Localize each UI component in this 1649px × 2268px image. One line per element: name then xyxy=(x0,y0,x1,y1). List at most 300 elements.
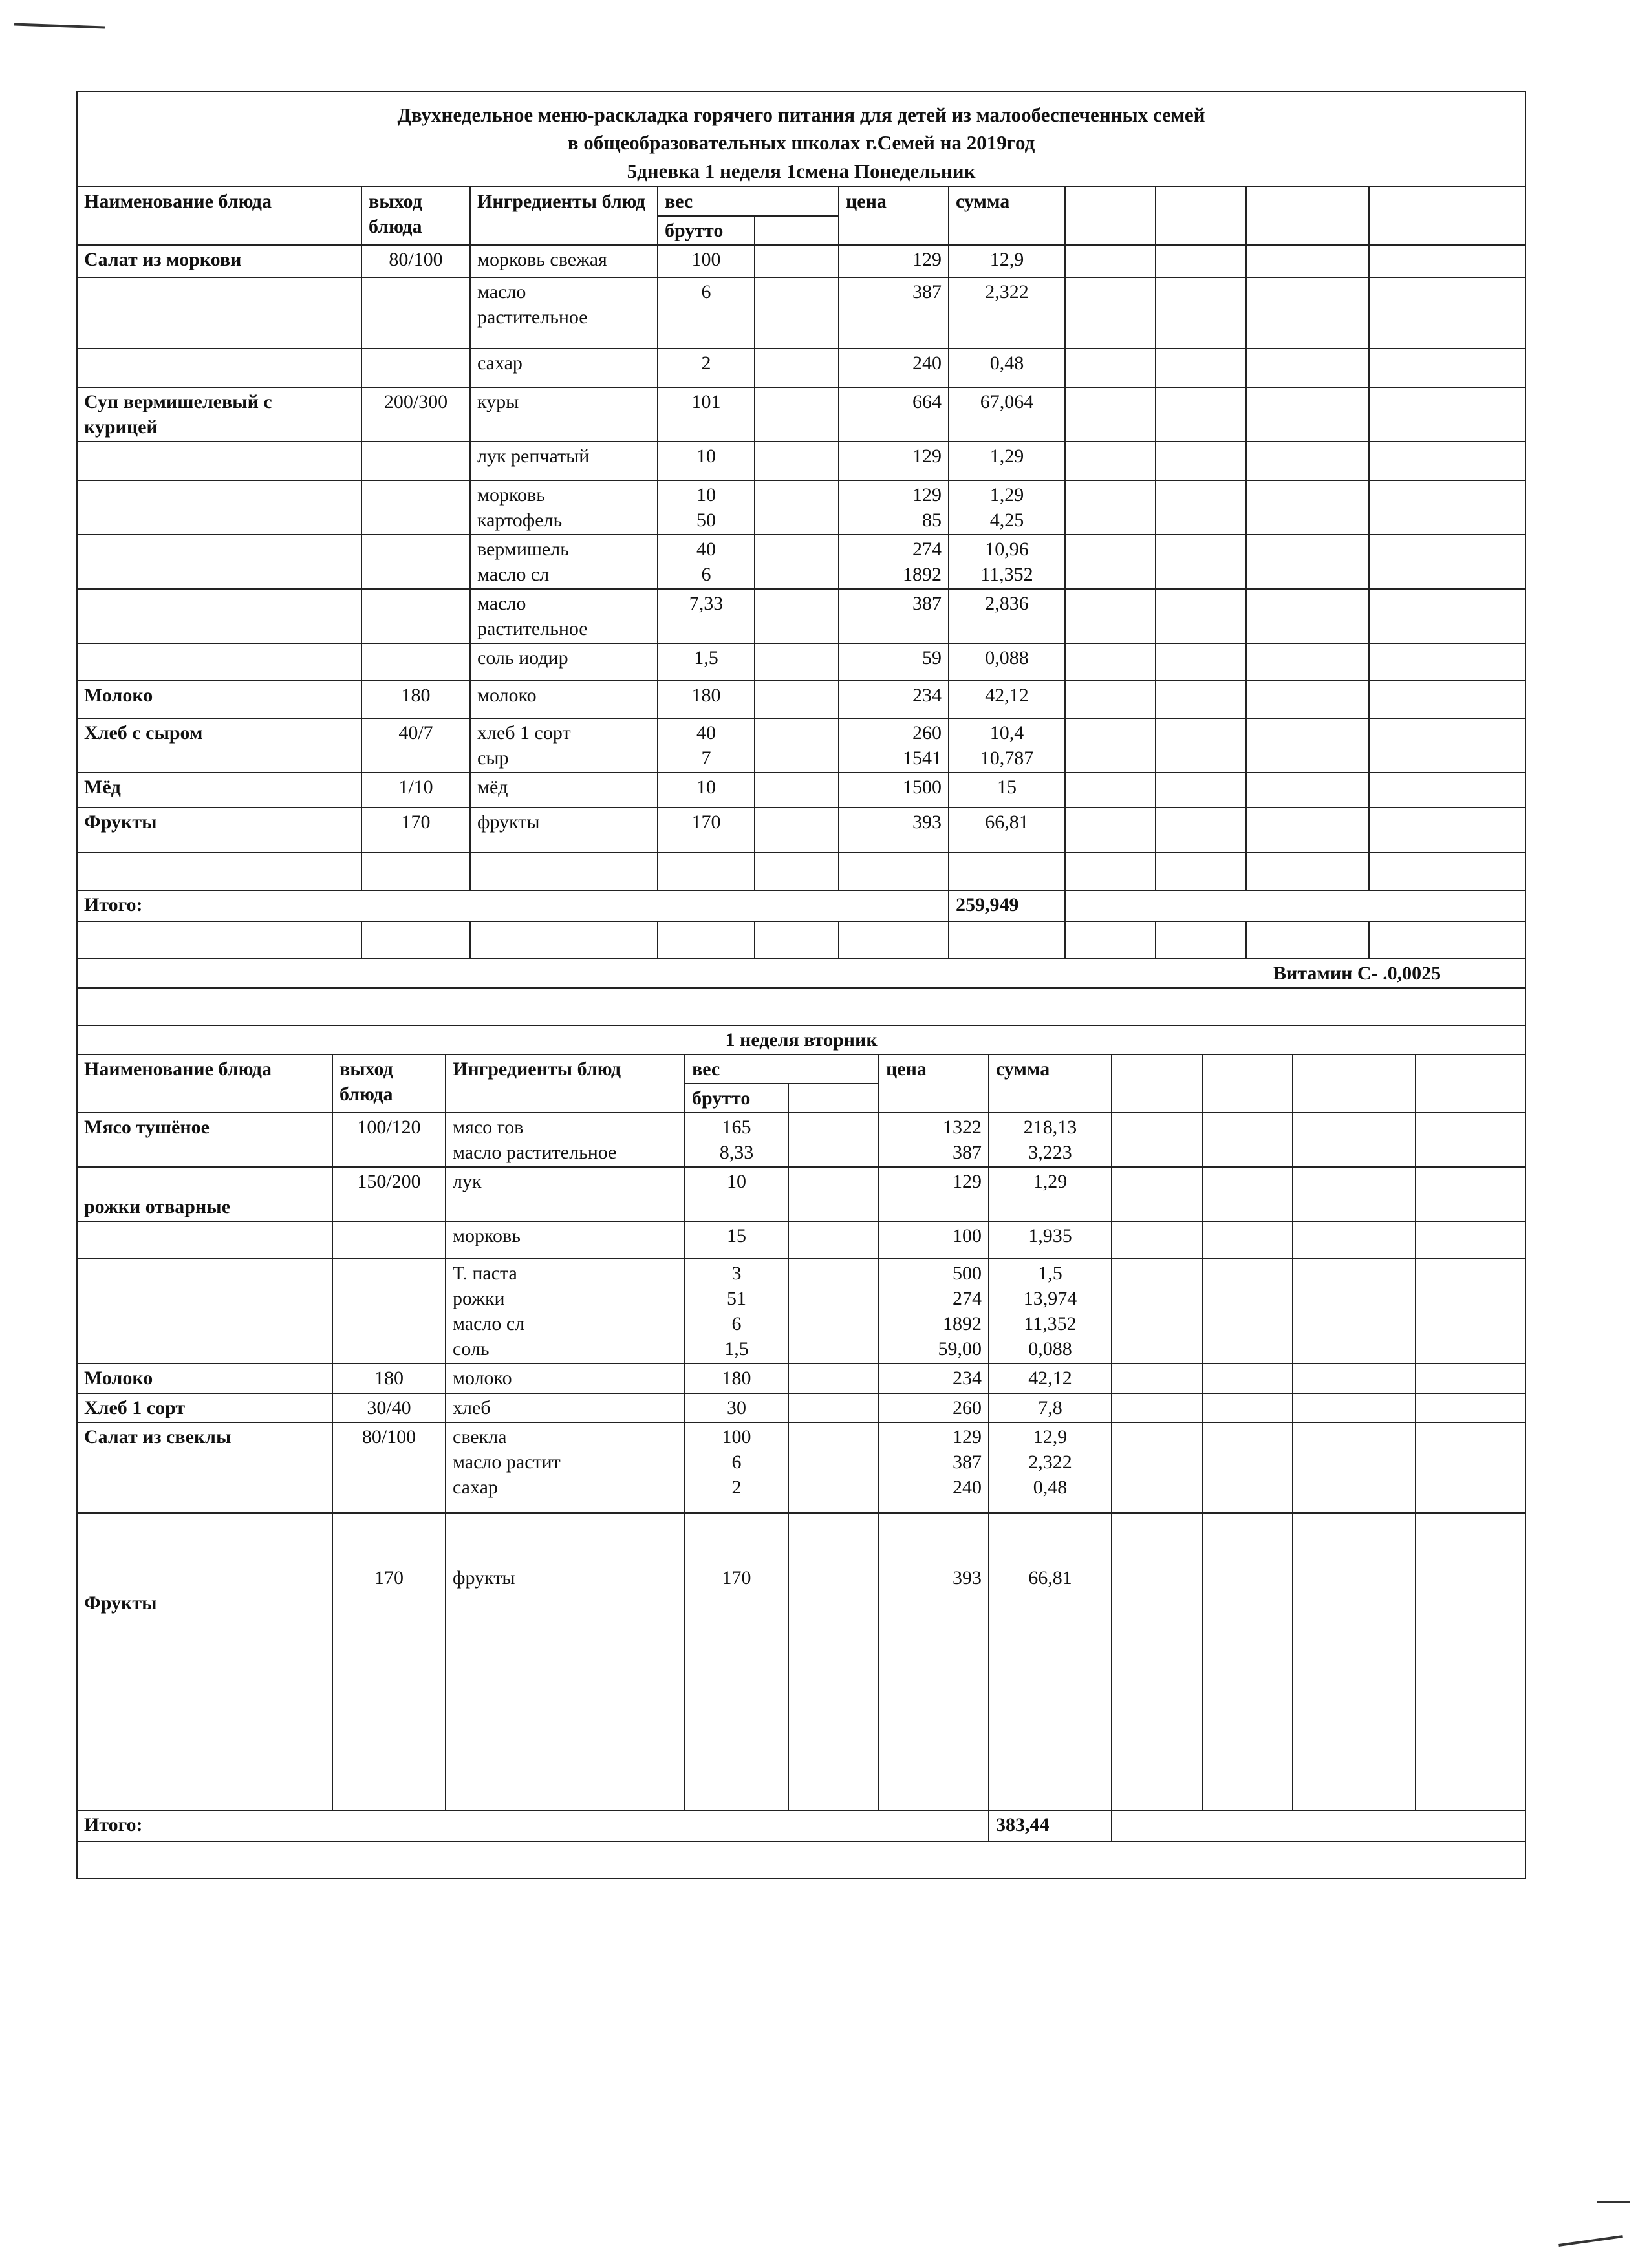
empty-cell xyxy=(1416,1054,1525,1113)
empty-cell xyxy=(1369,348,1525,387)
empty-cell xyxy=(788,1364,879,1393)
table-row xyxy=(77,718,1525,773)
empty-cell xyxy=(1246,773,1369,808)
dish-name: Хлеб с сыром xyxy=(77,718,361,773)
dish-name: Салат из моркови xyxy=(77,245,361,277)
dish-yield xyxy=(361,348,470,387)
dish-yield: 30/40 xyxy=(332,1393,446,1422)
weight-brutto: 10 xyxy=(658,773,755,808)
price: 129 387 240 xyxy=(879,1422,989,1513)
sum: 0,088 xyxy=(949,643,1065,681)
price: 234 xyxy=(879,1364,989,1393)
empty-cell xyxy=(1065,890,1525,921)
empty-cell xyxy=(470,921,658,959)
empty-cell xyxy=(1293,1113,1416,1167)
empty-cell xyxy=(1202,1364,1293,1393)
dish-yield: 150/200 xyxy=(332,1167,446,1221)
dish-name xyxy=(77,348,361,387)
empty-cell xyxy=(1246,921,1369,959)
table-row xyxy=(77,681,1525,718)
vitamin-note: Витамин С- .0,0025 xyxy=(77,959,1525,988)
empty-cell xyxy=(1202,1513,1293,1810)
monday-total-value: 259,949 xyxy=(949,890,1065,921)
ingredient: соль иодир xyxy=(470,643,658,681)
empty-cell xyxy=(1293,1513,1416,1810)
menu-sheet xyxy=(76,91,1525,1879)
dish-name xyxy=(77,442,361,480)
tuesday-title: 1 неделя вторник xyxy=(77,1025,1525,1054)
empty-cell xyxy=(1369,277,1525,348)
empty-cell xyxy=(1369,853,1525,890)
weight-brutto: 10 xyxy=(685,1167,788,1221)
table-row xyxy=(77,348,1525,387)
dish-name xyxy=(77,480,361,535)
col-header-ingredients: Ингредиенты блюд xyxy=(470,187,658,245)
dish-yield: 80/100 xyxy=(332,1422,446,1513)
empty-cell xyxy=(1246,348,1369,387)
sum: 67,064 xyxy=(949,387,1065,442)
empty-cell xyxy=(1202,1393,1293,1422)
empty-cell xyxy=(839,921,949,959)
empty-cell xyxy=(755,535,839,589)
menu-table-tuesday xyxy=(76,1025,1526,1879)
scan-artifact-corner xyxy=(1558,2235,1623,2247)
table-row xyxy=(77,808,1525,853)
empty-cell xyxy=(1369,773,1525,808)
empty-cell xyxy=(1416,1221,1525,1259)
empty-cell xyxy=(1065,718,1156,773)
col-header-weight: вес xyxy=(658,187,839,216)
empty-cell xyxy=(1416,1513,1525,1810)
empty-cell xyxy=(1065,442,1156,480)
dish-name: рожки отварные xyxy=(77,1167,332,1221)
empty-cell xyxy=(361,853,470,890)
dish-yield: 180 xyxy=(361,681,470,718)
empty-cell xyxy=(1156,808,1246,853)
dish-yield xyxy=(332,1259,446,1364)
empty-cell xyxy=(1112,1113,1202,1167)
price: 1500 xyxy=(839,773,949,808)
empty-cell xyxy=(1369,718,1525,773)
empty-cell xyxy=(755,853,839,890)
empty-cell xyxy=(1156,277,1246,348)
table-row xyxy=(77,1422,1525,1513)
weight-brutto: 10 50 xyxy=(658,480,755,535)
empty-cell xyxy=(1112,1422,1202,1513)
empty-cell xyxy=(1112,1393,1202,1422)
col-header-price: цена xyxy=(879,1054,989,1113)
tuesday-total-label: Итого: xyxy=(77,1810,989,1841)
price: 129 xyxy=(839,245,949,277)
dish-yield: 170 xyxy=(361,808,470,853)
empty-cell xyxy=(1202,1167,1293,1221)
empty-cell xyxy=(1065,187,1156,245)
empty-cell xyxy=(1369,921,1525,959)
empty-cell xyxy=(1416,1113,1525,1167)
empty-cell xyxy=(1293,1167,1416,1221)
empty-cell xyxy=(1202,1054,1293,1113)
empty-cell xyxy=(1293,1393,1416,1422)
empty-cell xyxy=(1246,589,1369,643)
empty-cell xyxy=(755,348,839,387)
empty-cell xyxy=(1246,853,1369,890)
table-row xyxy=(77,245,1525,277)
empty-row xyxy=(77,1841,1525,1879)
weight-brutto: 7,33 xyxy=(658,589,755,643)
dish-yield: 40/7 xyxy=(361,718,470,773)
empty-cell xyxy=(1416,1393,1525,1422)
weight-brutto: 180 xyxy=(658,681,755,718)
empty-cell xyxy=(1246,387,1369,442)
table-row xyxy=(77,442,1525,480)
empty-cell xyxy=(755,718,839,773)
empty-cell xyxy=(1156,535,1246,589)
empty-cell xyxy=(1065,387,1156,442)
empty-cell xyxy=(1112,1513,1202,1810)
empty-cell xyxy=(1112,1054,1202,1113)
empty-cell xyxy=(1156,348,1246,387)
table-row xyxy=(77,589,1525,643)
table-row xyxy=(77,1259,1525,1364)
sum: 1,29 4,25 xyxy=(949,480,1065,535)
empty-cell xyxy=(1416,1259,1525,1364)
dish-name: Суп вермишелевый с курицей xyxy=(77,387,361,442)
ingredient: мёд xyxy=(470,773,658,808)
dish-name: Салат из свеклы xyxy=(77,1422,332,1513)
empty-cell xyxy=(361,921,470,959)
dish-name xyxy=(77,535,361,589)
sum: 7,8 xyxy=(989,1393,1112,1422)
empty-cell xyxy=(658,853,755,890)
empty-cell xyxy=(1065,480,1156,535)
dish-name: Фрукты xyxy=(77,1513,332,1810)
title-line-2: в общеобразовательных школах г.Семей на 2019год xyxy=(567,131,1035,155)
empty-cell xyxy=(1202,1113,1293,1167)
monday-rows xyxy=(77,245,1525,853)
empty-cell xyxy=(1156,589,1246,643)
ingredient: Т. паста рожки масло сл соль xyxy=(446,1259,685,1364)
weight-brutto: 6 xyxy=(658,277,755,348)
dish-name xyxy=(77,589,361,643)
dish-name xyxy=(77,1221,332,1259)
weight-brutto: 100 xyxy=(658,245,755,277)
empty-cell xyxy=(1112,1259,1202,1364)
sum: 42,12 xyxy=(989,1364,1112,1393)
price: 393 xyxy=(839,808,949,853)
empty-cell xyxy=(1202,1422,1293,1513)
col-header-brutto: брутто xyxy=(685,1084,788,1113)
ingredient: свекла масло растит сахар xyxy=(446,1422,685,1513)
price: 500 274 1892 59,00 xyxy=(879,1259,989,1364)
empty-cell xyxy=(788,1259,879,1364)
price: 1322 387 xyxy=(879,1113,989,1167)
scan-artifact-corner-2 xyxy=(1597,2201,1630,2203)
sum: 66,81 xyxy=(989,1513,1112,1810)
table-row xyxy=(77,277,1525,348)
dish-yield: 200/300 xyxy=(361,387,470,442)
price: 234 xyxy=(839,681,949,718)
price: 387 xyxy=(839,589,949,643)
empty-cell xyxy=(949,853,1065,890)
dish-yield xyxy=(361,277,470,348)
empty-cell xyxy=(755,480,839,535)
dish-name xyxy=(77,1259,332,1364)
empty-cell xyxy=(755,216,839,245)
empty-cell xyxy=(470,853,658,890)
table-row xyxy=(77,1393,1525,1422)
sum: 12,9 xyxy=(949,245,1065,277)
menu-table-monday xyxy=(76,91,1526,1026)
empty-cell xyxy=(1293,1259,1416,1364)
dish-name: Хлеб 1 сорт xyxy=(77,1393,332,1422)
empty-cell xyxy=(1156,187,1246,245)
empty-cell xyxy=(1156,853,1246,890)
empty-cell xyxy=(1112,1221,1202,1259)
empty-cell xyxy=(1246,681,1369,718)
table-row xyxy=(77,535,1525,589)
empty-cell xyxy=(755,442,839,480)
ingredient: масло растительное xyxy=(470,589,658,643)
price: 260 1541 xyxy=(839,718,949,773)
price: 129 xyxy=(839,442,949,480)
col-header-sum: сумма xyxy=(989,1054,1112,1113)
sum: 42,12 xyxy=(949,681,1065,718)
ingredient: морковь свежая xyxy=(470,245,658,277)
empty-cell xyxy=(1156,245,1246,277)
empty-cell xyxy=(1246,480,1369,535)
empty-cell xyxy=(755,589,839,643)
empty-cell xyxy=(1112,1810,1525,1841)
empty-cell xyxy=(1369,245,1525,277)
empty-cell xyxy=(77,921,361,959)
empty-cell xyxy=(1416,1422,1525,1513)
dish-yield: 1/10 xyxy=(361,773,470,808)
ingredient: фрукты xyxy=(470,808,658,853)
dish-name: Молоко xyxy=(77,681,361,718)
empty-cell xyxy=(1065,348,1156,387)
ingredient: хлеб 1 сорт сыр xyxy=(470,718,658,773)
empty-cell xyxy=(1293,1221,1416,1259)
empty-cell xyxy=(1202,1221,1293,1259)
dish-yield xyxy=(361,442,470,480)
empty-cell xyxy=(788,1113,879,1167)
table-row xyxy=(77,1167,1525,1221)
weight-brutto: 170 xyxy=(685,1513,788,1810)
empty-cell xyxy=(1065,643,1156,681)
sum: 12,9 2,322 0,48 xyxy=(989,1422,1112,1513)
price: 260 xyxy=(879,1393,989,1422)
price: 274 1892 xyxy=(839,535,949,589)
dish-yield xyxy=(361,643,470,681)
dish-yield: 170 xyxy=(332,1513,446,1810)
empty-cell xyxy=(788,1084,879,1113)
weight-brutto: 40 7 xyxy=(658,718,755,773)
weight-brutto: 101 xyxy=(658,387,755,442)
col-header-weight: вес xyxy=(685,1054,879,1084)
empty-cell xyxy=(1065,921,1156,959)
empty-cell xyxy=(1369,681,1525,718)
dish-yield: 80/100 xyxy=(361,245,470,277)
empty-cell xyxy=(755,245,839,277)
table-row xyxy=(77,480,1525,535)
sum: 10,96 11,352 xyxy=(949,535,1065,589)
weight-brutto: 40 6 xyxy=(658,535,755,589)
weight-brutto: 170 xyxy=(658,808,755,853)
empty-cell xyxy=(1156,718,1246,773)
empty-cell xyxy=(1156,643,1246,681)
weight-brutto: 165 8,33 xyxy=(685,1113,788,1167)
empty-cell xyxy=(1416,1167,1525,1221)
table-row xyxy=(77,1364,1525,1393)
empty-cell xyxy=(1156,442,1246,480)
empty-cell xyxy=(949,921,1065,959)
weight-brutto: 10 xyxy=(658,442,755,480)
sum: 2,322 xyxy=(949,277,1065,348)
sum: 10,4 10,787 xyxy=(949,718,1065,773)
sum: 66,81 xyxy=(949,808,1065,853)
empty-cell xyxy=(1156,387,1246,442)
empty-cell xyxy=(1112,1167,1202,1221)
table-row xyxy=(77,1113,1525,1167)
empty-cell xyxy=(788,1422,879,1513)
empty-cell xyxy=(755,773,839,808)
empty-cell xyxy=(1246,643,1369,681)
ingredient: лук xyxy=(446,1167,685,1221)
empty-cell xyxy=(788,1513,879,1810)
empty-cell xyxy=(1293,1054,1416,1113)
col-header-brutto: брутто xyxy=(658,216,755,245)
ingredient: молоко xyxy=(470,681,658,718)
dish-name: Фрукты xyxy=(77,808,361,853)
col-header-sum: сумма xyxy=(949,187,1065,245)
dish-name xyxy=(77,277,361,348)
empty-cell xyxy=(788,1221,879,1259)
empty-cell xyxy=(1065,773,1156,808)
empty-cell xyxy=(1369,442,1525,480)
empty-cell xyxy=(1369,589,1525,643)
empty-cell xyxy=(1246,808,1369,853)
sum: 1,935 xyxy=(989,1221,1112,1259)
empty-cell xyxy=(1246,187,1369,245)
title-line-3: 5дневка 1 неделя 1смена Понедельник xyxy=(627,159,976,182)
ingredient: хлеб xyxy=(446,1393,685,1422)
price: 393 xyxy=(879,1513,989,1810)
empty-cell xyxy=(1246,277,1369,348)
col-header-dish: Наименование блюда xyxy=(77,1054,332,1113)
scan-artifact-line xyxy=(14,23,105,29)
col-header-yield: выход блюда xyxy=(332,1054,446,1113)
empty-cell xyxy=(1369,535,1525,589)
empty-cell xyxy=(1065,808,1156,853)
document-title xyxy=(77,91,1525,187)
col-header-yield: выход блюда xyxy=(361,187,470,245)
empty-cell xyxy=(1369,387,1525,442)
empty-cell xyxy=(1065,245,1156,277)
ingredient: мясо гов масло растительное xyxy=(446,1113,685,1167)
empty-cell xyxy=(1065,853,1156,890)
empty-cell xyxy=(1156,480,1246,535)
dish-yield: 180 xyxy=(332,1364,446,1393)
empty-cell xyxy=(1065,681,1156,718)
empty-cell xyxy=(1246,718,1369,773)
ingredient: вермишель масло сл xyxy=(470,535,658,589)
empty-cell xyxy=(1112,1364,1202,1393)
empty-cell xyxy=(1202,1259,1293,1364)
price: 240 xyxy=(839,348,949,387)
sum: 1,5 13,974 11,352 0,088 xyxy=(989,1259,1112,1364)
empty-cell xyxy=(1156,681,1246,718)
price: 129 xyxy=(879,1167,989,1221)
empty-cell xyxy=(1246,535,1369,589)
price: 59 xyxy=(839,643,949,681)
empty-cell xyxy=(1156,773,1246,808)
empty-cell xyxy=(1293,1422,1416,1513)
ingredient: масло растительное xyxy=(470,277,658,348)
empty-cell xyxy=(755,277,839,348)
dish-yield xyxy=(332,1221,446,1259)
dish-yield: 100/120 xyxy=(332,1113,446,1167)
col-header-ingredients: Ингредиенты блюд xyxy=(446,1054,685,1113)
empty-cell xyxy=(755,808,839,853)
col-header-dish: Наименование блюда xyxy=(77,187,361,245)
dish-name xyxy=(77,643,361,681)
empty-cell xyxy=(755,643,839,681)
empty-cell xyxy=(1246,245,1369,277)
empty-cell xyxy=(1293,1364,1416,1393)
sum: 0,48 xyxy=(949,348,1065,387)
ingredient: молоко xyxy=(446,1364,685,1393)
empty-cell xyxy=(1369,187,1525,245)
empty-cell xyxy=(839,853,949,890)
empty-cell xyxy=(1065,535,1156,589)
ingredient: морковь картофель xyxy=(470,480,658,535)
empty-cell xyxy=(77,853,361,890)
monday-total-label: Итого: xyxy=(77,890,949,921)
table-row xyxy=(77,1221,1525,1259)
tuesday-rows xyxy=(77,1113,1525,1810)
empty-cell xyxy=(1065,589,1156,643)
ingredient: морковь xyxy=(446,1221,685,1259)
sum: 1,29 xyxy=(989,1167,1112,1221)
table-row xyxy=(77,1513,1525,1810)
title-line-1: Двухнедельное меню-раскладка горячего питания для детей из малообеспеченных семей xyxy=(397,103,1205,126)
weight-brutto: 2 xyxy=(658,348,755,387)
empty-cell xyxy=(1416,1364,1525,1393)
sum: 15 xyxy=(949,773,1065,808)
table-row xyxy=(77,387,1525,442)
col-header-price: цена xyxy=(839,187,949,245)
table-row xyxy=(77,643,1525,681)
ingredient: сахар xyxy=(470,348,658,387)
tuesday-total-value: 383,44 xyxy=(989,1810,1112,1841)
ingredient: лук репчатый xyxy=(470,442,658,480)
sum: 2,836 xyxy=(949,589,1065,643)
table-row xyxy=(77,773,1525,808)
sum: 218,13 3,223 xyxy=(989,1113,1112,1167)
price: 387 xyxy=(839,277,949,348)
empty-cell xyxy=(755,921,839,959)
dish-name: Молоко xyxy=(77,1364,332,1393)
empty-cell xyxy=(1156,921,1246,959)
weight-brutto: 30 xyxy=(685,1393,788,1422)
dish-yield xyxy=(361,480,470,535)
empty-cell xyxy=(755,387,839,442)
dish-name: Мёд xyxy=(77,773,361,808)
price: 100 xyxy=(879,1221,989,1259)
empty-cell xyxy=(788,1167,879,1221)
empty-cell xyxy=(658,921,755,959)
sum: 1,29 xyxy=(949,442,1065,480)
